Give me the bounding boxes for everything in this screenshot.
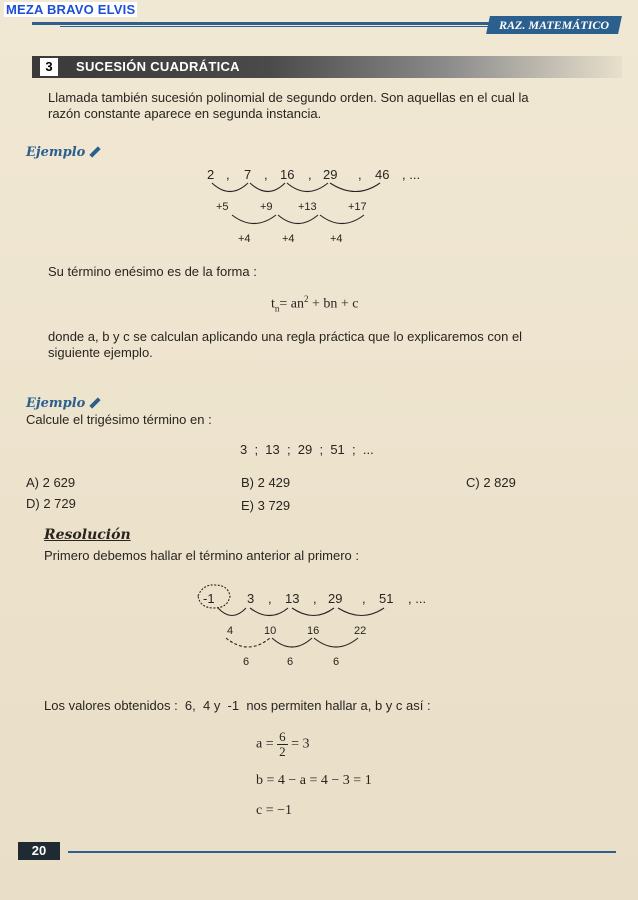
res-diff1-1: 4	[227, 625, 234, 637]
option-d[interactable]: D) 2 729	[26, 496, 76, 511]
ex1-comma: ,	[264, 167, 268, 182]
res-term-prev: -1	[203, 591, 215, 606]
equation-c: c = −1	[256, 803, 293, 818]
ex1-term-3: 16	[280, 167, 295, 182]
res-term-3: 29	[328, 591, 343, 606]
res-comma: ,	[362, 591, 366, 606]
res-comma: ,	[313, 591, 317, 606]
ex1-term-2: 7	[244, 167, 252, 182]
ex1-term-5: 46	[375, 167, 390, 182]
res-diff1-2: 10	[264, 625, 277, 637]
where-line-2: siguiente ejemplo.	[48, 345, 153, 360]
ex1-diff1-4: +17	[348, 201, 367, 213]
ex1-term-4: 29	[323, 167, 338, 182]
example2-question: Calcule el trigésimo término en :	[26, 412, 212, 427]
res-comma: ,	[268, 591, 272, 606]
res-diff1-4: 22	[354, 625, 367, 637]
author-watermark: MEZA BRAVO ELVIS	[6, 2, 136, 17]
intro-line-1: Llamada también sucesión polinomial de segundo orden. Son aquellas en el cual la	[48, 90, 529, 105]
ex1-diff2-3: +4	[330, 233, 343, 245]
resolution-text: Primero debemos hallar el término anterior al primero :	[44, 548, 360, 563]
res-diff2-2: 6	[287, 656, 294, 668]
res-term-2: 13	[285, 591, 300, 606]
example-label: Ejemplo	[26, 145, 86, 160]
page-number: 20	[18, 842, 60, 860]
intro-line-2: razón constante aparece en segunda instancia.	[48, 106, 322, 121]
ex1-diff1-3: +13	[298, 201, 317, 213]
res-term-1: 3	[247, 591, 255, 606]
where-line-1: donde a, b y c se calculan aplicando una regla práctica que lo explicaremos con el	[48, 329, 523, 344]
option-c[interactable]: C) 2 829	[466, 475, 516, 490]
ex1-diff2-1: +4	[238, 233, 251, 245]
equation-a: a = $\frac{6}{2}$ = 3	[256, 729, 310, 759]
example2-sequence: 3 ; 13 ; 29 ; 51 ; ...	[240, 442, 374, 457]
ex1-comma: ,	[308, 167, 312, 182]
general-term-text: Su término enésimo es de la forma :	[48, 264, 257, 279]
res-diff2-3: 6	[333, 656, 340, 668]
ex1-comma: ,	[226, 167, 230, 182]
ex1-comma: ,	[358, 167, 362, 182]
ex1-diff1-1: +5	[216, 201, 229, 213]
res-term-4: 51	[379, 591, 394, 606]
ex1-diff2-2: +4	[282, 233, 295, 245]
example-label: Ejemplo	[26, 396, 86, 411]
option-b[interactable]: B) 2 429	[241, 475, 291, 490]
ex1-ellipsis: , ...	[402, 167, 421, 182]
subject-tag: RAZ. MATEMÁTICO	[486, 16, 622, 34]
footer-rule	[68, 851, 616, 853]
option-e[interactable]: E) 3 729	[241, 498, 291, 513]
res-ellipsis: , ...	[408, 591, 427, 606]
general-formula: $t_n= an^2$ + bn + c	[271, 294, 359, 314]
res-diff1-3: 16	[307, 625, 320, 637]
ex1-diff1-2: +9	[260, 201, 273, 213]
values-text: Los valores obtenidos : 6, 4 y -1 nos permiten hallar a, b y c así :	[44, 698, 431, 713]
resolution-heading: Resolución	[44, 527, 131, 543]
option-a[interactable]: A) 2 629	[26, 475, 76, 490]
equation-b: b = 4 − a = 4 − 3 = 1	[256, 773, 372, 788]
ex1-term-1: 2	[207, 167, 215, 182]
section-title: SUCESIÓN CUADRÁTICA	[76, 59, 240, 74]
res-diff2-1: 6	[243, 656, 250, 668]
section-number: 3	[40, 58, 58, 76]
